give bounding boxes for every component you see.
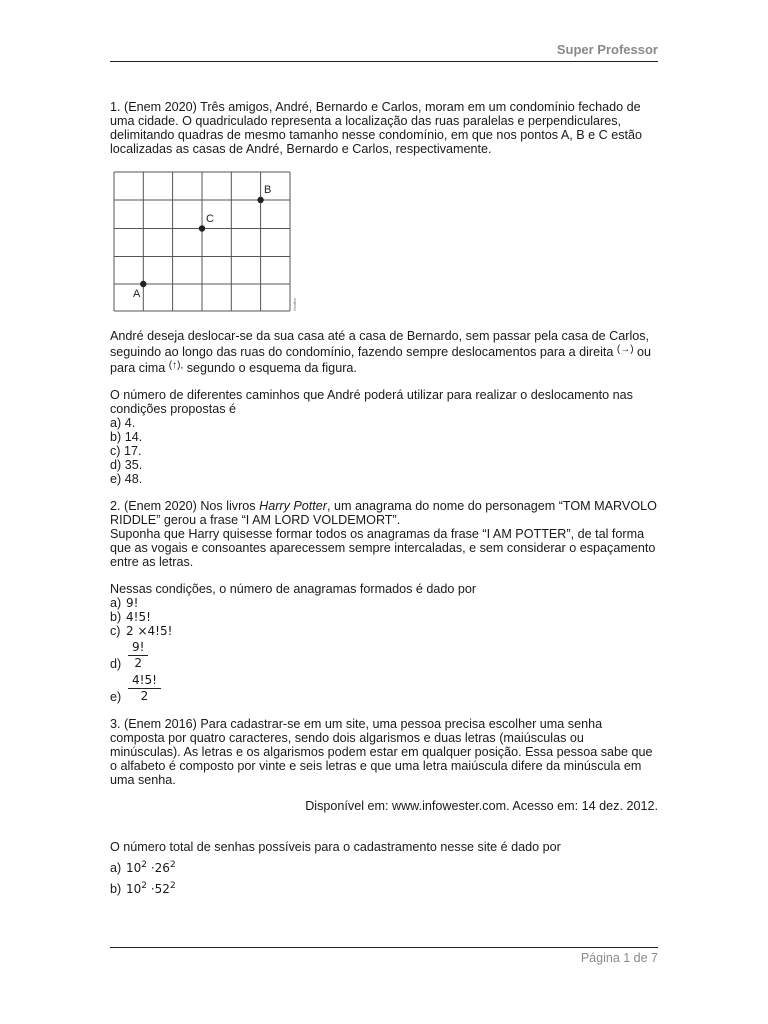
point-c-label: C <box>206 213 214 225</box>
q3-a-base1: 10 <box>126 861 142 875</box>
q2-intro-text-b: , um anagrama do nome do personagem “TOM MARVOLO RIDDLE” gerou a frase “I AM LORD VOLDEMORT”. <box>110 499 657 527</box>
q1-option-c: c) 17. <box>110 444 142 458</box>
document-body <box>110 100 658 896</box>
footer-rule <box>110 947 658 948</box>
q2-intro <box>110 499 658 527</box>
q1-option-b: b) 14. <box>110 430 143 444</box>
q3-option-b-value <box>126 879 176 896</box>
q2-option-d-numerator: 9! <box>128 640 148 656</box>
q2-option-a <box>110 596 658 610</box>
figure-credit: Gráfico <box>292 298 297 311</box>
q3-option-b-label: b) <box>110 882 122 896</box>
q1-option-e: e) 48. <box>110 472 143 486</box>
q1-para2 <box>110 329 658 375</box>
q2-option-e-numerator: 4!5! <box>128 673 161 689</box>
site-brand: Super Professor <box>556 42 658 57</box>
q3-option-a-label: a) <box>110 861 122 875</box>
q2-option-a-value: 9! <box>126 596 139 610</box>
q3-b-exp1: 2 <box>141 881 148 891</box>
q3-a-base2: ·26 <box>150 861 170 875</box>
q2-option-d-fraction <box>128 640 148 671</box>
q2-option-e-denominator: 2 <box>140 689 149 703</box>
q3-b-base1: 10 <box>126 882 142 896</box>
q2-option-d-denominator: 2 <box>134 656 143 670</box>
point-a-marker <box>140 281 146 287</box>
point-a-label: A <box>133 288 141 300</box>
q3-question: O número total de senhas possíveis para o cadastramento nesse site é dado por <box>110 840 561 854</box>
q2-question: Nessas condições, o número de anagramas formados é dado por <box>110 582 477 596</box>
q3-a-exp2: 2 <box>169 860 176 870</box>
q3-a-exp1: 2 <box>141 860 148 870</box>
q2-number: 2. <box>110 499 121 513</box>
street-grid <box>113 171 298 313</box>
q2-option-b <box>110 610 658 624</box>
q1-intro <box>110 100 658 156</box>
q1-intro-text: (Enem 2020) Três amigos, André, Bernardo e Carlos, moram em um condomínio fechado de uma cidade. O quadriculado representa a localização das ruas paralelas e perpendiculares, delimitando quadras de mesmo tamanho nesse condomínio, em que nos pontos A, B e C estão localizadas as casas de André, Bernardo e Carlos, respectivamente. <box>110 100 643 156</box>
q2-option-b-value: 4!5! <box>126 610 151 624</box>
arrow-right-icon: (→) <box>616 344 634 355</box>
q2-option-c <box>110 624 658 638</box>
point-b-marker <box>257 197 263 203</box>
page-number: Página 1 de 7 <box>580 951 658 965</box>
point-b-label: B <box>264 184 272 196</box>
q2-book-title: Harry Potter <box>259 499 327 513</box>
q2-option-e-fraction <box>128 673 161 704</box>
q1-para2-text-a: André deseja deslocar-se da sua casa até a casa de Bernardo, sem passar pela casa de Carlos, seguindo ao longo das ruas do condomínio, fazendo sempre deslocamentos para a direita <box>110 329 650 359</box>
q3-option-b <box>110 879 658 896</box>
q2-para2: Suponha que Harry quisesse formar todos os anagramas da frase “I AM POTTER”, de tal forma que as vogais e consoantes aparecessem sempre intercaladas, e sem considerar o espaçamento entre as letras. <box>110 527 656 569</box>
arrow-up-icon: (↑), <box>168 360 184 371</box>
q1-number: 1. <box>110 100 121 114</box>
q1-grid-figure <box>113 171 298 313</box>
q3-b-exp2: 2 <box>169 881 176 891</box>
q2-option-c-label: c) <box>110 624 121 638</box>
header-rule <box>110 61 658 62</box>
q3-number: 3. <box>110 717 121 731</box>
q3-source: Disponível em: www.infowester.com. Acesso em: 14 dez. 2012. <box>305 799 658 813</box>
q2-option-d <box>110 640 658 671</box>
q3-option-a <box>110 858 658 875</box>
q3-intro <box>110 717 658 787</box>
q1-para2-text-b: ou para cima <box>110 345 652 375</box>
q3-option-a-value <box>126 858 176 875</box>
q1-para2-text-c: segundo o esquema da figura. <box>186 361 357 375</box>
q2-intro-text-a: (Enem 2020) Nos livros <box>120 499 260 513</box>
q2-option-b-label: b) <box>110 610 122 624</box>
q2-option-c-value: 2 ×4!5! <box>126 624 173 638</box>
q1-option-a: a) 4. <box>110 416 136 430</box>
q2-option-a-label: a) <box>110 596 122 610</box>
q1-option-d: d) 35. <box>110 458 143 472</box>
q3-intro-text: (Enem 2016) Para cadastrar-se em um site, uma pessoa precisa escolher uma senha composta por quatro caracteres, sendo dois algarismos e duas letras (maiúsculas ou minúsculas). As letras e os algarismos podem estar em qualquer posição. Essa pessoa sabe que o alfabeto é composto por vinte e seis letras e que uma letra maiúscula difere da minúscula em uma senha. <box>110 717 653 787</box>
q2-option-d-label: d) <box>110 657 122 671</box>
q1-question: O número de diferentes caminhos que André poderá utilizar para realizar o deslocamento nas condições propostas é <box>110 388 633 416</box>
point-c-marker <box>199 225 205 231</box>
q2-option-e-label: e) <box>110 690 122 704</box>
q2-option-e <box>110 673 658 704</box>
q3-b-base2: ·52 <box>150 882 170 896</box>
